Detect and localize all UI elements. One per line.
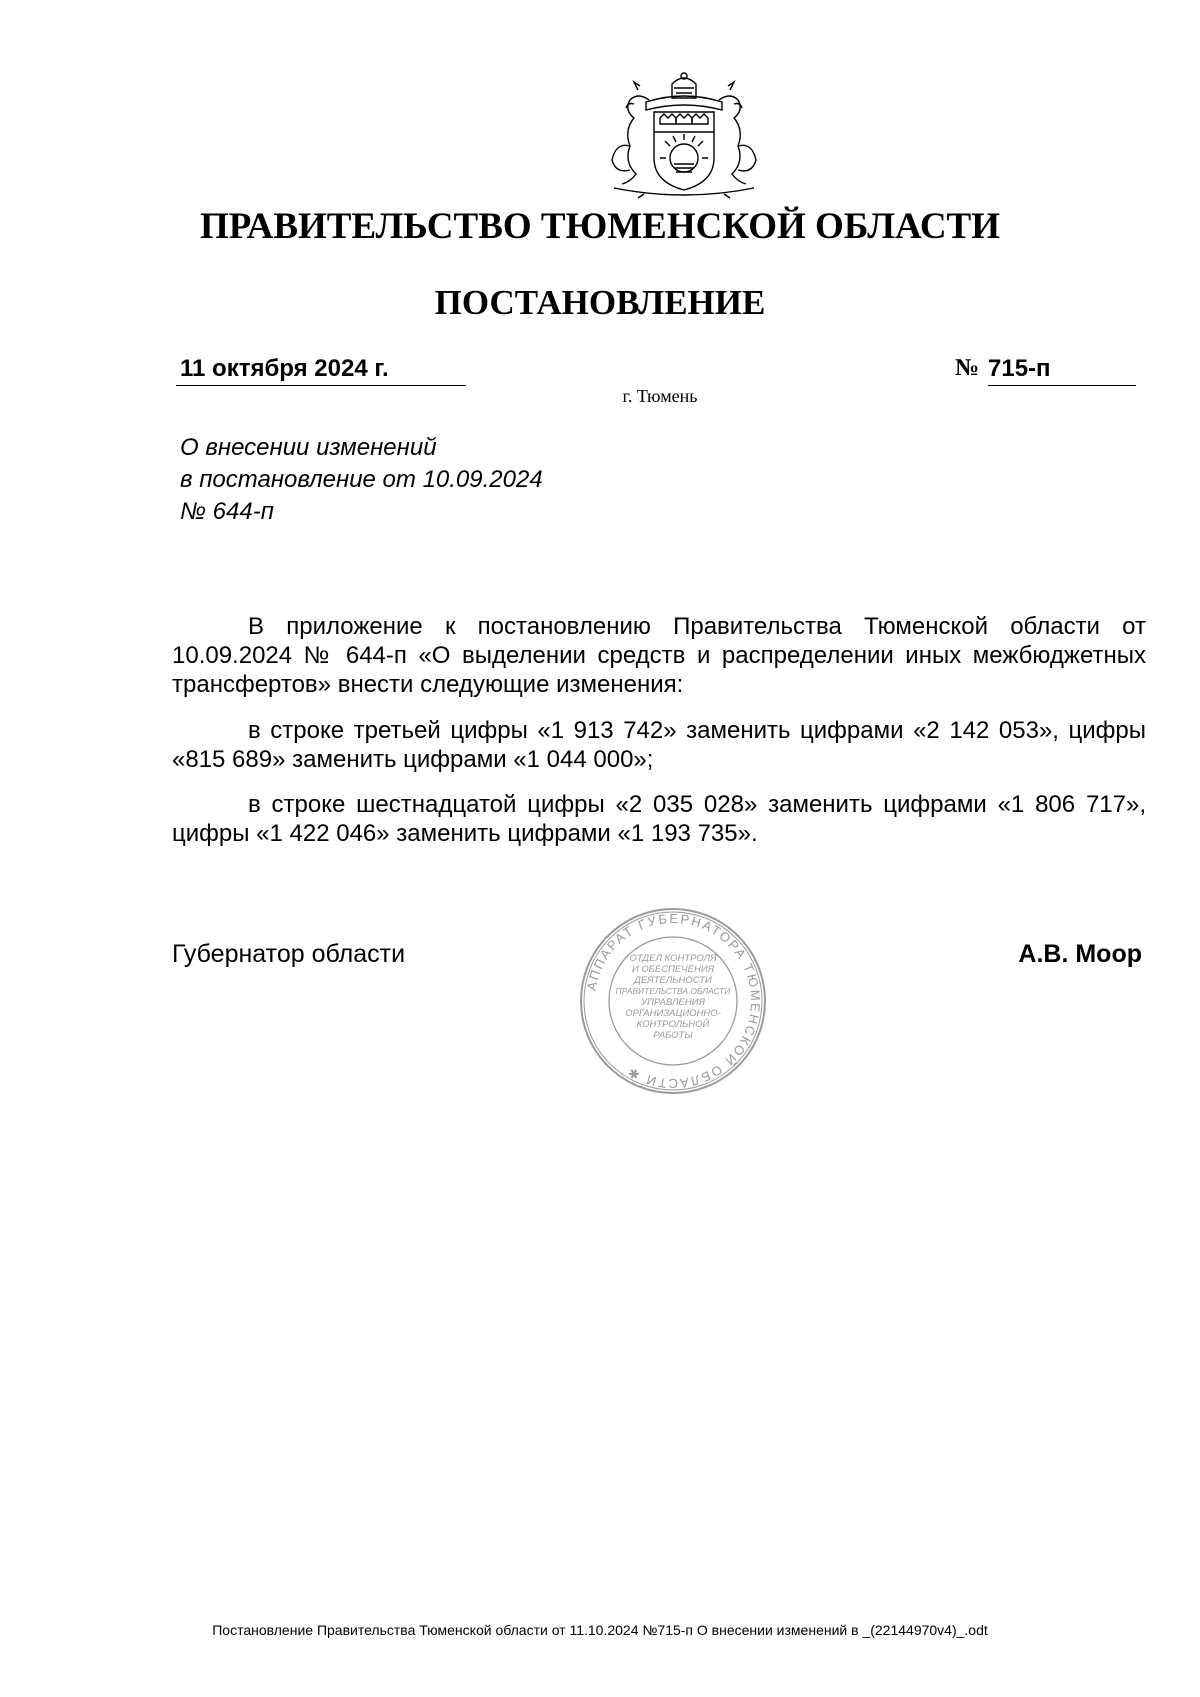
svg-text:АППАРАТ ГУБЕРНАТОРА ТЮМЕНСКОЙ: АППАРАТ ГУБЕРНАТОРА ТЮМЕНСКОЙ ОБЛАСТИ ✱ <box>583 910 764 1092</box>
signer-name: А.В. Моор <box>1018 940 1142 968</box>
subject-line: в постановление от 10.09.2024 <box>180 466 543 493</box>
body-paragraph: в строке третьей цифры «1 913 742» заменить цифрами «2 142 053», цифры «815 689» заменить цифрами «1 044 000»; <box>172 717 1146 773</box>
svg-text:ДЕЯТЕЛЬНОСТИ: ДЕЯТЕЛЬНОСТИ <box>634 975 712 986</box>
government-title: ПРАВИТЕЛЬСТВО ТЮМЕНСКОЙ ОБЛАСТИ <box>199 206 1001 247</box>
svg-text:УПРАВЛЕНИЯ: УПРАВЛЕНИЯ <box>641 997 705 1008</box>
svg-text:ОРГАНИЗАЦИОННО-: ОРГАНИЗАЦИОННО- <box>625 1008 721 1019</box>
footer-filename: Постановление Правительства Тюменской области от 11.10.2024 №715-п О внесении изменений в _(22144970v4)_.odt <box>212 1622 988 1638</box>
document-date-text: 11 октября 2024 г. <box>180 355 389 382</box>
svg-text:ОТДЕЛ КОНТРОЛЯ: ОТДЕЛ КОНТРОЛЯ <box>629 953 717 964</box>
document-number <box>988 355 1136 386</box>
body-paragraph: В приложение к постановлению Правительства Тюменской области от 10.09.2024 № 644-п «О выделении средств и распределении иных межбюджетных трансфертов» внести следующие изменения: <box>172 613 1146 698</box>
body-paragraph: в строке шестнадцатой цифры «2 035 028» заменить цифрами «1 806 717», цифры «1 422 046» заменить цифрами «1 193 735». <box>172 791 1146 847</box>
document-number-text: 715-п <box>988 355 1051 382</box>
subject-line: О внесении изменений <box>180 434 437 461</box>
tyumen-coat-of-arms-icon <box>594 70 774 200</box>
svg-text:КОНТРОЛЬНОЙ: КОНТРОЛЬНОЙ <box>636 1019 710 1030</box>
document-date <box>176 355 466 386</box>
svg-text:И ОБЕСПЕЧЕНИЯ: И ОБЕСПЕЧЕНИЯ <box>631 964 715 975</box>
svg-text:ПРАВИТЕЛЬСТВА ОБЛАСТИ: ПРАВИТЕЛЬСТВА ОБЛАСТИ <box>615 986 731 996</box>
document-type-title: ПОСТАНОВЛЕНИЕ <box>434 283 766 322</box>
subject-line: № 644-п <box>180 498 274 525</box>
svg-text:РАБОТЫ: РАБОТЫ <box>653 1030 693 1041</box>
city: г. Тюмень <box>622 386 698 406</box>
document-subject <box>180 432 543 528</box>
signer-position: Губернатор области <box>172 940 406 968</box>
number-sign: № <box>955 355 980 381</box>
official-stamp-icon <box>578 906 768 1096</box>
